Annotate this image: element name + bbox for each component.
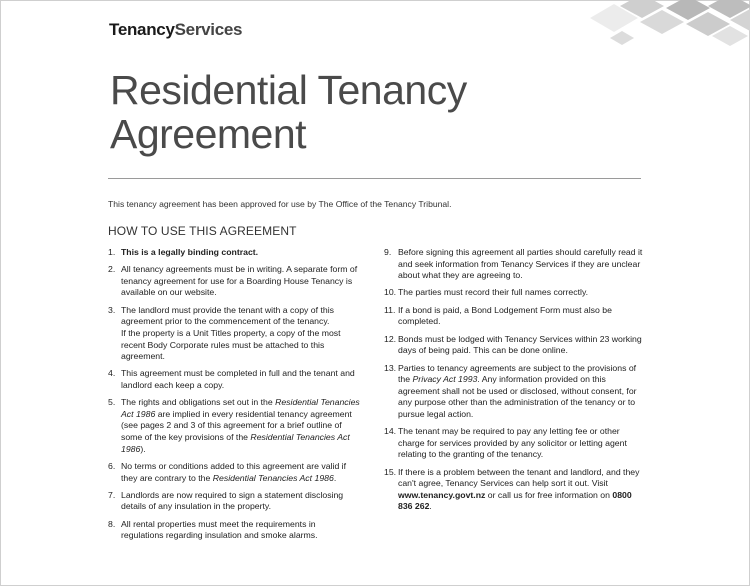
list-item: 2. All tenancy agreements must be in writing. A separate form of tenancy agreement for use for a Boarding House Tenancy is available on our website. (108, 264, 358, 298)
how-to-heading: HOW TO USE THIS AGREEMENT (108, 224, 297, 238)
list-item: 9. Before signing this agreement all parties should carefully read it and seek information from Tenancy Services if they are unclear about what they are agreeing to. (384, 247, 643, 281)
list-item: 11. If a bond is paid, a Bond Lodgement Form must also be completed. (384, 304, 612, 327)
title-line-2: Agreement (110, 111, 307, 157)
list-item: 12. Bonds must be lodged with Tenancy Services within 23 working days of being paid. This can be done online. (384, 333, 642, 356)
list-item: 8. All rental properties must meet the requirements in regulations regarding insulation and smoke alarms. (108, 518, 318, 541)
approval-statement: This tenancy agreement has been approved for use by The Office of the Tenancy Tribunal. (108, 199, 452, 209)
logo-text-tenancy: Tenancy (109, 20, 175, 39)
title-line-1: Residential Tenancy (110, 67, 467, 113)
page-title (110, 68, 467, 156)
tenancy-website-link: www.tenancy.govt.nz (398, 489, 486, 500)
list-item: 4. This agreement must be completed in full and the tenant and landlord each keep a copy. (108, 368, 355, 390)
list-item: 15. If there is a problem between the tenant and landlord, and they can't agree, Tenancy Services can help sort it out. Visit www.tenancy.govt.nz or call us for free information on 0800 836 262. (384, 466, 640, 512)
title-divider (108, 178, 641, 179)
list-item: 7. Landlords are now required to sign a statement disclosing details of any insulation in the property. (108, 489, 344, 512)
list-item: 14. The tenant may be required to pay any letting fee or other charge for services provided by any solicitor or letting agent relating to the granting of the tenancy. (384, 426, 627, 460)
instructions-left-column (108, 247, 360, 548)
decorative-diamonds-graphic (590, 0, 750, 48)
logo-text-services: Services (174, 20, 243, 39)
list-item: 13. Parties to tenancy agreements are subject to the provisions of the Privacy Act 1993. Any information provided on this agreement shall not be used or disclosed, without consent, for any purpose other than the administration of the tenancy or to pursue legal action. (384, 362, 637, 419)
tenancy-phone-number: 0800 836 262 (398, 489, 632, 512)
list-item: 6. No terms or conditions added to this agreement are valid if they are contrary to the Residential Tenancies Act 1986. (108, 460, 347, 483)
list-item: 1. This is a legally binding contract. (108, 247, 259, 257)
tenancy-services-logo (109, 20, 242, 40)
list-item: 5. The rights and obligations set out in the Residential Tenancies Act 1986 are implied in every residential tenancy agreement (see pages 2 and 3 of this agreement for a brief outline of some of the key provisions of the Residential Tenancies Act 1986). (108, 397, 360, 454)
instructions-right-column (384, 247, 646, 519)
list-item: 3. The landlord must provide the tenant with a copy of this agreement prior to the commencement of the tenancy. If the property is a Unit Titles property, a copy of the most recent Body Corporate rules must be attached to this agreement. (108, 304, 341, 362)
list-item: 10. The parties must record their full names correctly. (384, 287, 589, 298)
